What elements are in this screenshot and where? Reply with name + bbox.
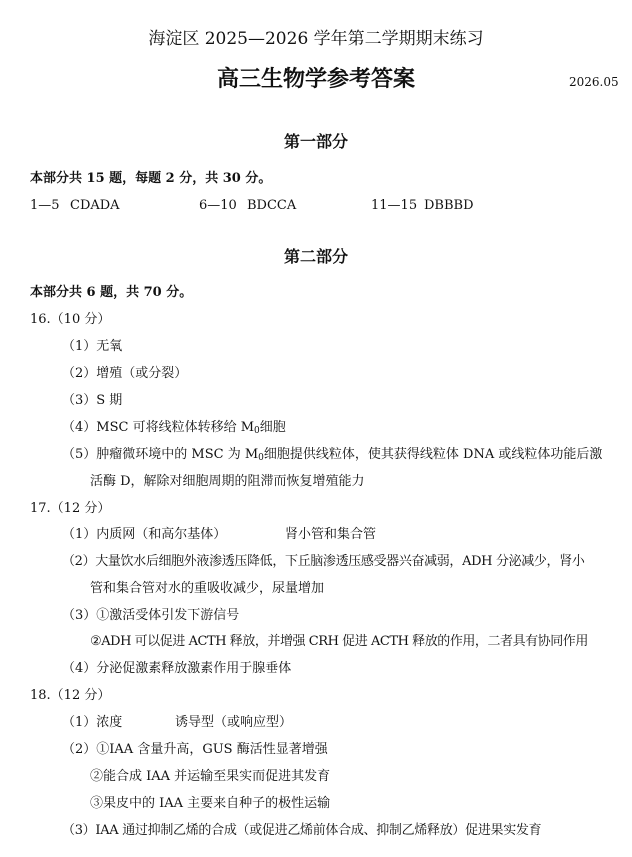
- q17-answer-2-cont: 管和集合管对水的重吸收减少，尿量增加: [90, 581, 325, 596]
- exam-title: 海淀区 2025—2026 学年第二学期期末练习: [148, 29, 484, 49]
- q17-answer-3: （3）①激活受体引发下游信号: [62, 608, 240, 623]
- answer-key-title: 高三生物学参考答案: [216, 66, 415, 92]
- q18-answer-3: （3）IAA 通过抑制乙烯的合成（或促进乙烯前体合成、抑制乙烯释放）促进果实发育: [62, 823, 542, 838]
- q16-answer-5-cont: 活酶 D，解除对细胞周期的阻滞而恢复增殖能力: [90, 474, 365, 489]
- answer-range: 1—5: [30, 198, 60, 213]
- q16-answer-3: （3）S 期: [62, 393, 123, 408]
- date-label: 2026.05: [569, 75, 619, 89]
- part2-heading: 第二部分: [283, 247, 348, 266]
- question-16-number: 16.（10 分）: [30, 312, 111, 327]
- q16-answer-5: （5）肿瘤微环境中的 MSC 为 $M_0$细胞提供线粒体，使其获得线粒体 DNA 或线粒体功能后激: [62, 447, 603, 463]
- q17-answer-4: （4）分泌促激素释放激素作用于腺垂体: [62, 661, 292, 676]
- answer-letters: DBBBD: [424, 198, 474, 213]
- answer-letters: BDCCA: [247, 198, 297, 213]
- q17-answer-1b: 肾小管和集合管: [285, 527, 377, 542]
- q16-answer-1: （1）无氧: [62, 339, 123, 354]
- q18-answer-1a: （1）浓度: [62, 715, 123, 730]
- q16-answer-2: （2）增殖（或分裂）: [62, 366, 188, 381]
- answer-letters: CDADA: [70, 198, 120, 213]
- part2-intro: 本部分共 6 题，共 70 分。: [30, 285, 193, 300]
- q17-answer-3-cont: ②ADH 可以促进 ACTH 释放，并增强 CRH 促进 ACTH 释放的作用，二者具有协同作用: [90, 634, 588, 649]
- q18-answer-2-item3: ③果皮中的 IAA 主要来自种子的极性运输: [90, 796, 331, 811]
- part1-heading: 第一部分: [283, 132, 348, 151]
- q18-answer-2-item2: ②能合成 IAA 并运输至果实而促进其发育: [90, 769, 331, 784]
- part1-intro: 本部分共 15 题，每题 2 分，共 30 分。: [30, 171, 272, 186]
- q18-answer-1b: 诱导型（或响应型）: [175, 715, 293, 730]
- question-18-number: 18.（12 分）: [30, 688, 111, 703]
- q18-answer-2: （2）①IAA 含量升高，GUS 酶活性显著增强: [62, 742, 328, 757]
- question-17-number: 17.（12 分）: [30, 501, 111, 516]
- q16-answer-4: （4）MSC 可将线粒体转移给 $M_0$细胞: [62, 420, 286, 436]
- answer-range: 11—15: [371, 198, 418, 213]
- q17-answer-2: （2）大量饮水后细胞外液渗透压降低，下丘脑渗透压感受器兴奋减弱，ADH 分泌减少，肾小: [62, 554, 585, 569]
- answer-range: 6—10: [199, 198, 237, 213]
- q17-answer-1a: （1）内质网（和高尔基体）: [62, 527, 227, 542]
